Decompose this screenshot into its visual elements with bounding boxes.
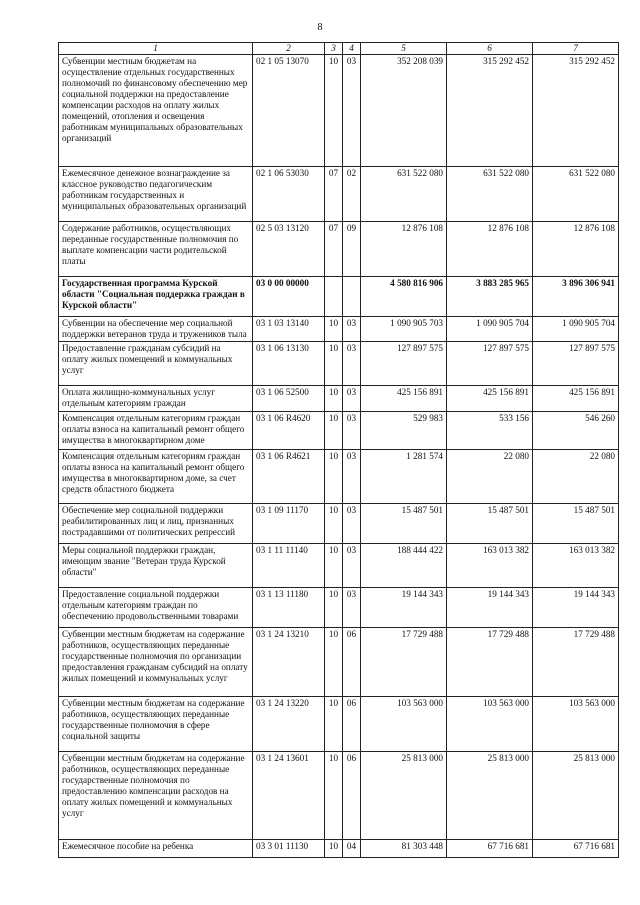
page-number: 8: [317, 22, 323, 33]
cell-subsection: 03: [343, 412, 361, 450]
cell-code: 03 1 03 13140: [253, 317, 325, 342]
cell-subsection: 03: [343, 342, 361, 386]
header-cell: 7: [533, 43, 619, 55]
cell-amount-year3: 163 013 382: [533, 544, 619, 588]
header-cell: 1: [59, 43, 253, 55]
cell-subsection: 03: [343, 504, 361, 544]
cell-amount-year2: 1 090 905 704: [447, 317, 533, 342]
cell-amount-year1: 529 983: [361, 412, 447, 450]
cell-amount-year1: 1 090 905 703: [361, 317, 447, 342]
cell-name: Предоставление гражданам субсидий на оплату жилых помещений и коммунальных услуг: [59, 342, 253, 386]
cell-name: Субвенции местным бюджетам на содержание работников, осуществляющих переданные государственные полномочия в сфере социальной защиты: [59, 697, 253, 752]
cell-amount-year2: 19 144 343: [447, 588, 533, 628]
cell-subsection: [343, 277, 361, 317]
cell-amount-year2: 127 897 575: [447, 342, 533, 386]
cell-name: Государственная программа Курской области "Социальная поддержка граждан в Курской области": [59, 277, 253, 317]
cell-amount-year2: 3 883 285 965: [447, 277, 533, 317]
table-row: [59, 504, 619, 544]
cell-amount-year1: 12 876 108: [361, 222, 447, 277]
cell-section: 10: [325, 317, 343, 342]
cell-amount-year3: 127 897 575: [533, 342, 619, 386]
cell-code: 03 1 06 52500: [253, 386, 325, 412]
table-row: [59, 412, 619, 450]
cell-amount-year3: 3 896 306 941: [533, 277, 619, 317]
cell-subsection: 06: [343, 697, 361, 752]
cell-section: 07: [325, 222, 343, 277]
cell-subsection: 03: [343, 317, 361, 342]
cell-amount-year3: 425 156 891: [533, 386, 619, 412]
table-row: [59, 342, 619, 386]
cell-section: 10: [325, 840, 343, 858]
cell-section: 10: [325, 450, 343, 504]
cell-amount-year1: 127 897 575: [361, 342, 447, 386]
header-cell: 6: [447, 43, 533, 55]
cell-subsection: 06: [343, 628, 361, 697]
cell-code: 03 3 01 11130: [253, 840, 325, 858]
cell-name: Ежемесячное денежное вознаграждение за классное руководство педагогическим работникам государственных и муниципальных образовательных организаций: [59, 167, 253, 222]
cell-amount-year2: 17 729 488: [447, 628, 533, 697]
cell-code: 03 1 11 11140: [253, 544, 325, 588]
cell-amount-year2: 315 292 452: [447, 55, 533, 167]
cell-amount-year1: 631 522 080: [361, 167, 447, 222]
table-row: [59, 697, 619, 752]
table-row: [59, 588, 619, 628]
cell-name: Содержание работников, осуществляющих переданные государственные полномочия по выплате компенсации части родительской платы: [59, 222, 253, 277]
cell-section: 10: [325, 697, 343, 752]
cell-amount-year3: 315 292 452: [533, 55, 619, 167]
cell-code: 02 1 06 53030: [253, 167, 325, 222]
header-row: [59, 43, 619, 55]
cell-amount-year3: 546 260: [533, 412, 619, 450]
cell-code: 03 1 06 13130: [253, 342, 325, 386]
cell-amount-year1: 188 444 422: [361, 544, 447, 588]
header-cell: 5: [361, 43, 447, 55]
cell-amount-year3: 631 522 080: [533, 167, 619, 222]
cell-amount-year1: 25 813 000: [361, 752, 447, 840]
cell-name: Ежемесячное пособие на ребенка: [59, 840, 253, 858]
budget-table: [58, 42, 619, 858]
cell-amount-year2: 425 156 891: [447, 386, 533, 412]
table-row: [59, 840, 619, 858]
cell-amount-year1: 19 144 343: [361, 588, 447, 628]
cell-subsection: 03: [343, 450, 361, 504]
cell-section: 10: [325, 752, 343, 840]
cell-amount-year3: 1 090 905 704: [533, 317, 619, 342]
cell-amount-year3: 22 080: [533, 450, 619, 504]
cell-amount-year2: 22 080: [447, 450, 533, 504]
cell-code: 03 1 24 13601: [253, 752, 325, 840]
cell-name: Компенсация отдельным категориям граждан оплаты взноса на капитальный ремонт общего имущества в многоквартирном доме, за счет средств областного бюджета: [59, 450, 253, 504]
table-row: [59, 167, 619, 222]
cell-section: 10: [325, 588, 343, 628]
cell-amount-year2: 631 522 080: [447, 167, 533, 222]
cell-name: Компенсация отдельным категориям граждан оплаты взноса на капитальный ремонт общего имущества в многоквартирном доме: [59, 412, 253, 450]
cell-amount-year2: 163 013 382: [447, 544, 533, 588]
cell-subsection: 06: [343, 752, 361, 840]
cell-amount-year2: 12 876 108: [447, 222, 533, 277]
table-row: [59, 386, 619, 412]
cell-amount-year1: 425 156 891: [361, 386, 447, 412]
cell-subsection: 03: [343, 386, 361, 412]
table-row: [59, 55, 619, 167]
cell-section: 10: [325, 386, 343, 412]
cell-subsection: 03: [343, 588, 361, 628]
cell-name: Субвенции местным бюджетам на осуществление отдельных государственных полномочий по финансовому обеспечению мер социальной поддержки на предоставление компенсации расходов на оплату жилых помещений, отопления и освещения работникам муниципальных образовательных организаций: [59, 55, 253, 167]
cell-name: Меры социальной поддержки граждан, имеющим звание "Ветеран труда Курской области": [59, 544, 253, 588]
cell-amount-year3: 19 144 343: [533, 588, 619, 628]
cell-amount-year3: 103 563 000: [533, 697, 619, 752]
table-row: [59, 544, 619, 588]
cell-amount-year1: 17 729 488: [361, 628, 447, 697]
cell-amount-year3: 25 813 000: [533, 752, 619, 840]
cell-amount-year3: 17 729 488: [533, 628, 619, 697]
table-row: [59, 277, 619, 317]
cell-section: 10: [325, 342, 343, 386]
cell-code: 02 5 03 13120: [253, 222, 325, 277]
header-cell: 3: [325, 43, 343, 55]
cell-amount-year2: 533 156: [447, 412, 533, 450]
cell-code: 03 1 06 R4621: [253, 450, 325, 504]
cell-name: Оплата жилищно-коммунальных услуг отдельным категориям граждан: [59, 386, 253, 412]
cell-amount-year1: 4 580 816 906: [361, 277, 447, 317]
cell-code: 03 1 09 11170: [253, 504, 325, 544]
table-row: [59, 317, 619, 342]
cell-subsection: 03: [343, 544, 361, 588]
cell-subsection: 03: [343, 55, 361, 167]
cell-code: 03 1 24 13220: [253, 697, 325, 752]
cell-code: 03 1 13 11180: [253, 588, 325, 628]
table-row: [59, 450, 619, 504]
cell-code: 03 1 24 13210: [253, 628, 325, 697]
cell-amount-year2: 15 487 501: [447, 504, 533, 544]
cell-name: Субвенции на обеспечение мер социальной поддержки ветеранов труда и тружеников тыла: [59, 317, 253, 342]
table-row: [59, 628, 619, 697]
cell-amount-year2: 103 563 000: [447, 697, 533, 752]
cell-section: 10: [325, 628, 343, 697]
cell-amount-year1: 103 563 000: [361, 697, 447, 752]
cell-subsection: 09: [343, 222, 361, 277]
cell-code: 03 0 00 00000: [253, 277, 325, 317]
cell-subsection: 04: [343, 840, 361, 858]
header-cell: 2: [253, 43, 325, 55]
cell-amount-year1: 81 303 448: [361, 840, 447, 858]
cell-section: 10: [325, 412, 343, 450]
cell-section: 07: [325, 167, 343, 222]
cell-name: Обеспечение мер социальной поддержки реабилитированных лиц и лиц, признанных пострадавшими от политических репрессий: [59, 504, 253, 544]
cell-name: Субвенции местным бюджетам на содержание работников, осуществляющих переданные государственные полномочия по организации предоставления гражданам субсидий на оплату жилых помещений и коммунальных услуг: [59, 628, 253, 697]
cell-code: 02 1 05 13070: [253, 55, 325, 167]
cell-amount-year3: 67 716 681: [533, 840, 619, 858]
cell-name: Предоставление социальной поддержки отдельным категориям граждан по обеспечению продовольственными товарами: [59, 588, 253, 628]
cell-code: 03 1 06 R4620: [253, 412, 325, 450]
header-cell: 4: [343, 43, 361, 55]
table-row: [59, 752, 619, 840]
table-row: [59, 222, 619, 277]
cell-subsection: 02: [343, 167, 361, 222]
cell-amount-year3: 12 876 108: [533, 222, 619, 277]
cell-amount-year1: 15 487 501: [361, 504, 447, 544]
cell-amount-year1: 1 281 574: [361, 450, 447, 504]
cell-amount-year2: 67 716 681: [447, 840, 533, 858]
cell-section: 10: [325, 55, 343, 167]
cell-name: Субвенции местным бюджетам на содержание работников, осуществляющих переданные государственные полномочия по предоставлению компенсации расходов на оплату жилых помещений и коммунальных услуг: [59, 752, 253, 840]
cell-amount-year2: 25 813 000: [447, 752, 533, 840]
cell-amount-year1: 352 208 039: [361, 55, 447, 167]
cell-section: 10: [325, 544, 343, 588]
cell-amount-year3: 15 487 501: [533, 504, 619, 544]
cell-section: [325, 277, 343, 317]
cell-section: 10: [325, 504, 343, 544]
